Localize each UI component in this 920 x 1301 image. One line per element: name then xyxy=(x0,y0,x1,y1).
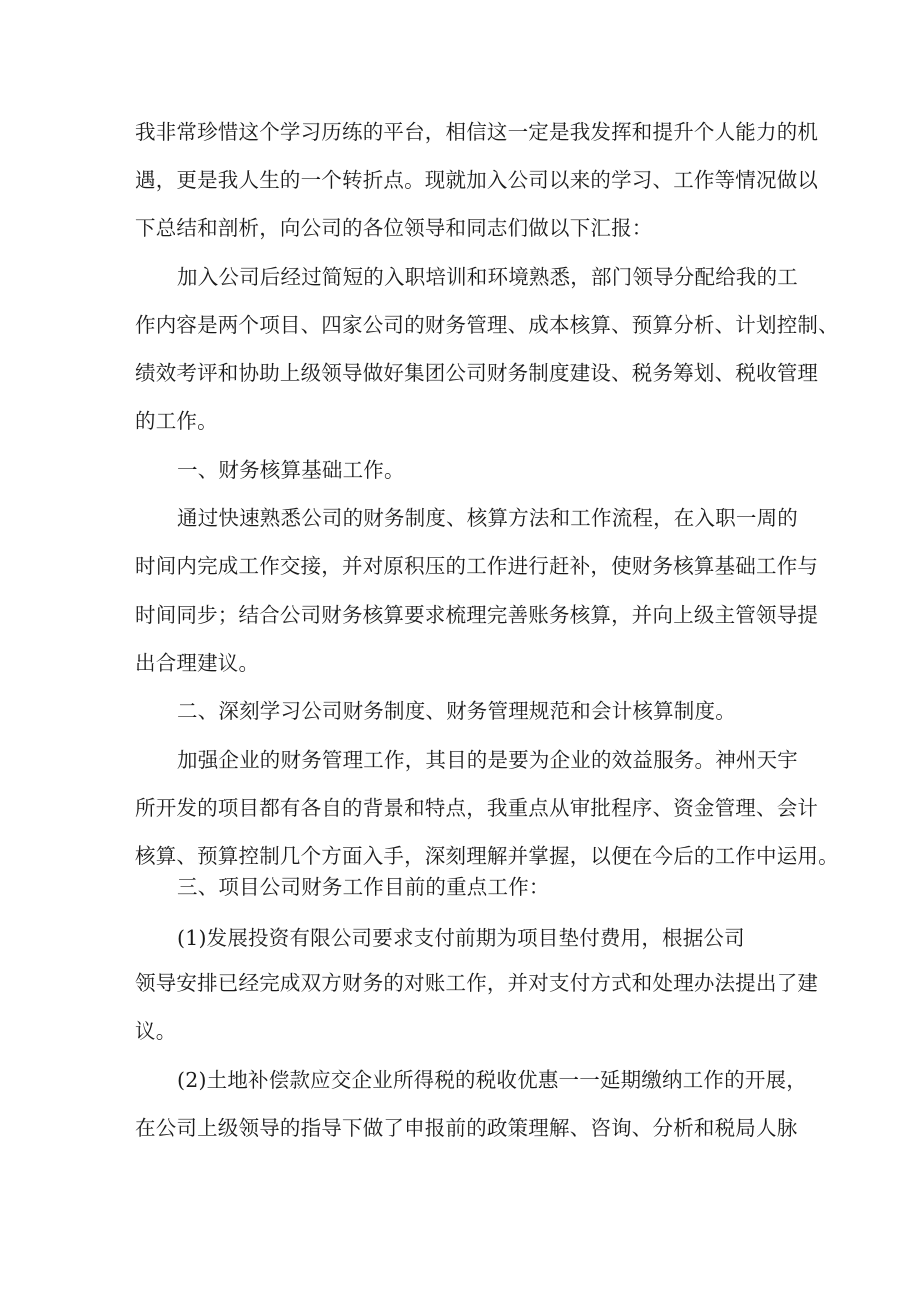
paragraph-2-line-4: 的工作。 xyxy=(135,409,218,433)
paragraph-4-line-1: 加强企业的财务管理工作，其目的是要为企业的效益服务。神州天宇 xyxy=(177,748,798,772)
paragraph-4-line-3: 核算、预算控制几个方面入手，深刻理解并掌握，以便在今后的工作中运用。 xyxy=(135,844,839,868)
paragraph-2-line-2: 作内容是两个项目、四家公司的财务管理、成本核算、预算分析、计划控制、 xyxy=(135,313,839,337)
paragraph-2-line-1: 加入公司后经过简短的入职培训和环境熟悉，部门领导分配给我的工 xyxy=(177,265,798,289)
section-heading-3: 三、项目公司财务工作目前的重点工作： xyxy=(177,875,550,899)
item-2-line-1: (2)土地补偿款应交企业所得税的税收优惠一一延期缴纳工作的开展， xyxy=(177,1068,807,1092)
item-1-line-2: 领导安排已经完成双方财务的对账工作，并对支付方式和处理办法提出了建 xyxy=(135,971,819,995)
paragraph-3-line-2: 时间内完成工作交接，并对原积压的工作进行赶补，使财务核算基础工作与 xyxy=(135,554,819,578)
paragraph-1-line-2: 遇，更是我人生的一个转折点。现就加入公司以来的学习、工作等情况做以 xyxy=(135,168,819,192)
item-1-line-1: (1)发展投资有限公司要求支付前期为项目垫付费用，根据公司 xyxy=(177,926,745,950)
paragraph-4-line-2: 所开发的项目都有各自的背景和特点，我重点从审批程序、资金管理、会计 xyxy=(135,796,819,820)
paragraph-3-line-3: 时间同步；结合公司财务核算要求梳理完善账务核算，并向上级主管领导提 xyxy=(135,603,819,627)
paragraph-3-line-1: 通过快速熟悉公司的财务制度、核算方法和工作流程，在入职一周的 xyxy=(177,506,798,530)
section-heading-2: 二、深刻学习公司财务制度、财务管理规范和会计核算制度。 xyxy=(177,699,736,723)
item-2-line-2: 在公司上级领导的指导下做了申报前的政策理解、咨询、分析和税局人脉 xyxy=(135,1116,798,1140)
section-heading-1: 一、财务核算基础工作。 xyxy=(177,458,405,482)
paragraph-3-line-4: 出合理建议。 xyxy=(135,651,260,675)
paragraph-2-line-3: 绩效考评和协助上级领导做好集团公司财务制度建设、税务筹划、税收管理 xyxy=(135,361,819,385)
paragraph-1-line-3: 下总结和剖析，向公司的各位领导和同志们做以下汇报： xyxy=(135,216,653,240)
item-1-line-3: 议。 xyxy=(135,1019,177,1043)
paragraph-1-line-1: 我非常珍惜这个学习历练的平台，相信这一定是我发挥和提升个人能力的机 xyxy=(135,120,819,144)
